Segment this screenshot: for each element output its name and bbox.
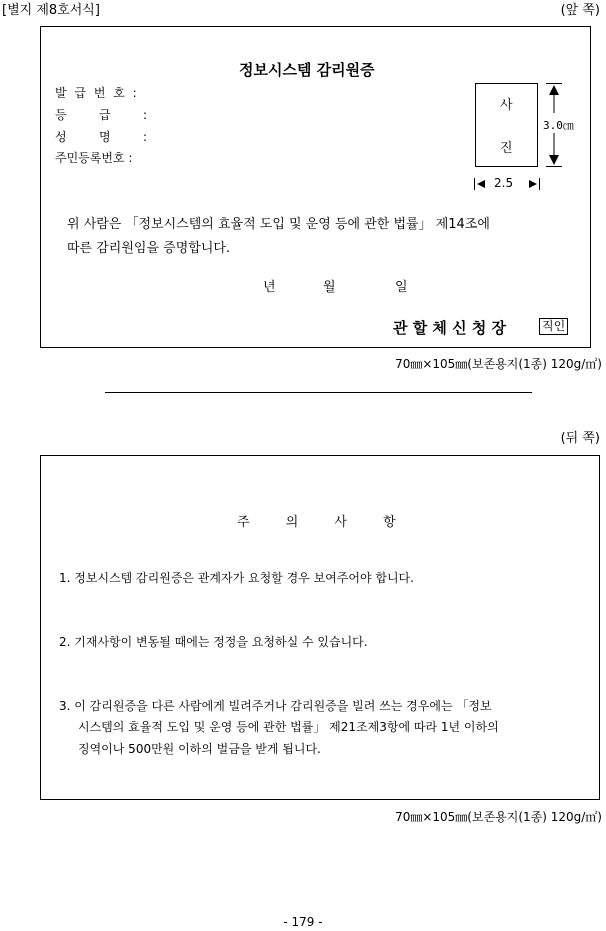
photo-label-top: 사: [500, 98, 513, 113]
issue-number-field: 발 급 번 호 :: [55, 86, 139, 100]
notice-item-2: 2. 기재사항이 변동될 때에는 정정을 요청하실 수 있습니다.: [59, 635, 368, 649]
certificate-front-box: [40, 26, 591, 348]
back-card-spec: 70㎜×105㎜(보존용지(1종) 120g/㎡): [395, 810, 602, 824]
photo-placeholder: [475, 83, 538, 167]
cut-line-divider: [105, 392, 532, 393]
name-field: 성 명 :: [55, 130, 147, 144]
certificate-back-box: [40, 455, 600, 800]
page-number: - 179 -: [283, 915, 323, 929]
notice-item-3-line3: 징역이나 500만원 이하의 벌금을 받게 됩니다.: [78, 742, 321, 756]
date-year: 년: [263, 280, 276, 295]
form-label: [별지 제8호서식]: [2, 3, 100, 18]
front-card-spec: 70㎜×105㎜(보존용지(1종) 120g/㎡): [395, 357, 602, 371]
photo-width-label: 2.5: [494, 176, 514, 190]
notice-item-1: 1. 정보시스템 감리원증은 관계자가 요청할 경우 보여주어야 합니다.: [59, 571, 414, 585]
back-side-label: (뒤 쪽): [560, 431, 600, 446]
date-day: 일: [395, 280, 408, 295]
certificate-title: 정보시스템 감리원증: [239, 61, 375, 79]
front-side-label: (앞 쪽): [560, 3, 600, 18]
notice-item-3-line1: 3. 이 감리원증을 다른 사람에게 빌려주거나 감리원증을 빌려 쓰는 경우에는 「정보: [59, 699, 492, 713]
photo-height-label: 3.0㎝: [543, 119, 574, 132]
notice-item-3-line2: 시스템의 효율적 도입 및 운영 등에 관한 법률」 제21조제3항에 따라 1년 이하의: [78, 720, 499, 734]
issuer-title: 관 할 체 신 청 장: [393, 319, 507, 337]
date-month: 월: [323, 280, 336, 295]
certification-text-line2: 따른 감리원임을 증명합니다.: [67, 241, 231, 256]
official-seal: 직인: [539, 318, 568, 335]
resident-number-field: 주민등록번호 :: [55, 151, 133, 165]
certification-text-line1: 위 사람은 「정보시스템의 효율적 도입 및 운영 등에 관한 법률」 제14조에: [67, 217, 490, 232]
notice-title: 주 의 사 항: [237, 515, 396, 530]
photo-label-bottom: 진: [500, 141, 513, 156]
grade-field: 등 급 :: [55, 108, 147, 122]
